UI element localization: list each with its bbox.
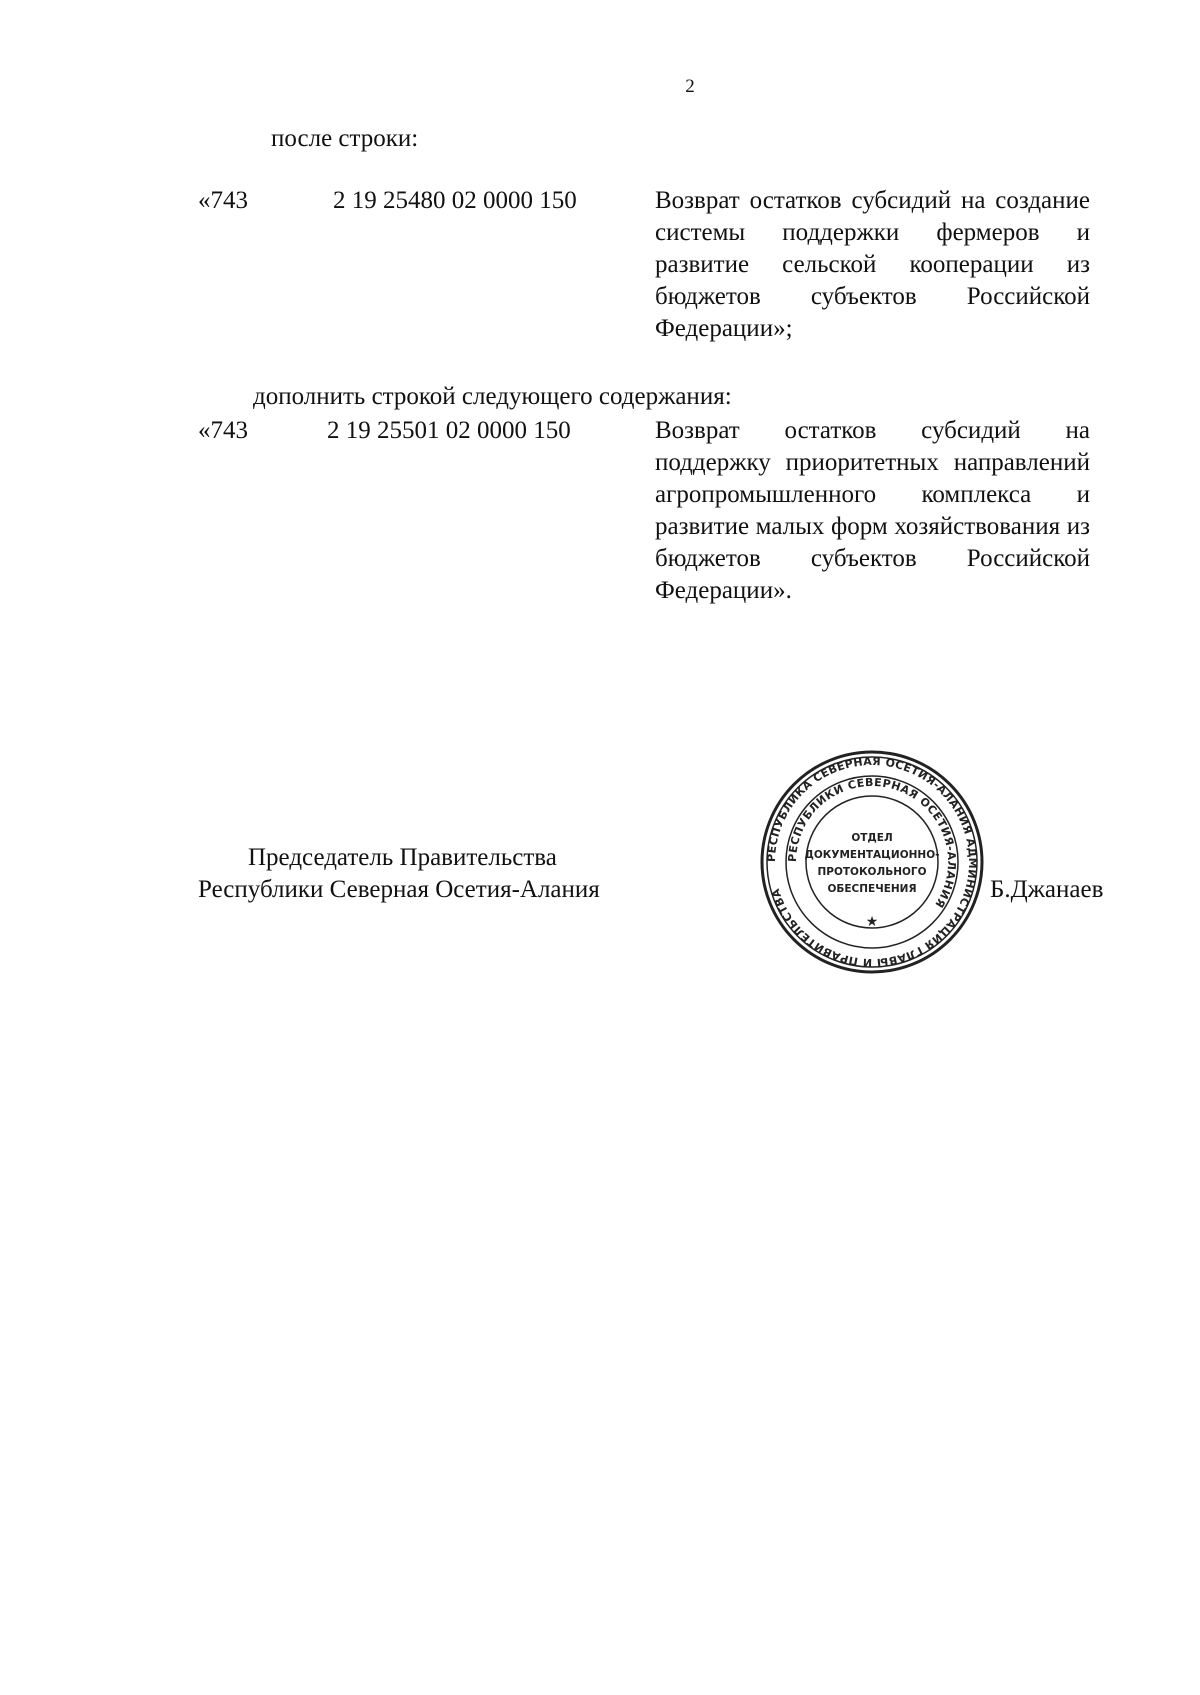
- seal-inner-text: РЕСПУБЛИКИ СЕВЕРНАЯ ОСЕТИЯ-АЛАНИЯ: [785, 775, 959, 911]
- signature-title-line1: Председатель Правительства: [248, 844, 557, 871]
- signature-title-line2: Республики Северная Осетия-Алания: [198, 876, 600, 903]
- seal-center-line2: ДОКУМЕНТАЦИОННО-: [804, 849, 940, 861]
- row2-description: Возврат остатков субсидий на поддержку приоритетных направлений агропромышленного комплекса и развитие малых форм хозяйствования из бюджетов субъектов Российской Федерации».: [655, 417, 1090, 604]
- official-seal-stamp: [758, 748, 986, 976]
- seal-graphic: [758, 748, 986, 976]
- row2-kbk: 2 19 25501 02 0000 150: [327, 417, 571, 444]
- signature-name: Б.Джанаев: [990, 876, 1104, 903]
- row1-kbk: 2 19 25480 02 0000 150: [333, 187, 577, 214]
- seal-center-line4: ОБЕСПЕЧЕНИЯ: [827, 883, 917, 895]
- row1-code: «743: [198, 187, 248, 214]
- row2-code: «743: [198, 417, 248, 444]
- row1-description: Возврат остатков субсидий на создание системы поддержки фермеров и развитие сельской кооперации из бюджетов субъектов Российской Федерации»;: [655, 187, 1090, 342]
- seal-inner-ring: [806, 796, 938, 928]
- intro-after-line: после строки:: [271, 125, 419, 152]
- intro-add-line: дополнить строкой следующего содержания:: [253, 383, 732, 410]
- seal-center-line1: ОТДЕЛ: [851, 832, 893, 844]
- seal-star-icon: ★: [865, 915, 879, 930]
- seal-outer-text: РЕСПУБЛИКА СЕВЕРНАЯ ОСЕТИЯ-АЛАНИЯ АДМИНИСТРАЦИЯ ГЛАВЫ И ПРАВИТЕЛЬСТВА: [764, 754, 980, 970]
- page-number: 2: [685, 76, 695, 97]
- seal-center-line3: ПРОТОКОЛЬНОГО: [817, 866, 927, 878]
